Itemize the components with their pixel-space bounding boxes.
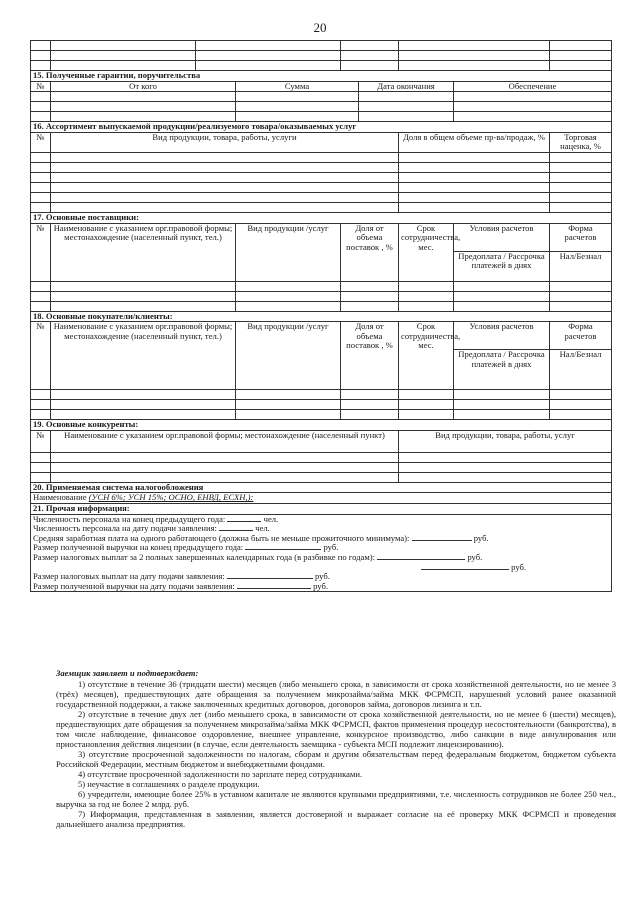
s18-row[interactable] — [31, 410, 612, 420]
tax-year1-blank[interactable] — [377, 559, 465, 560]
tax-system-options: (УСН 6%; УСН 15%; ОСНО, ЕНВД, ЕСХН,): — [88, 492, 254, 503]
section-20-title: 20. Применяемая система налогообложения — [31, 482, 612, 493]
s17-header-form: Форма расчетов — [550, 223, 612, 251]
declaration-item-1: 1) отсутствие в течение 36 (тридцати шести) месяцев (либо меньшего срока, в зависимости от срока хозяйственной деятельности, но не менее 3 (трёх) месяцев), предшествующих дате обращения за получением микрозайма/займа МКК ФСРМСП, нарушений условий ранее оказанной государственной поддержки, а также заключенных кредитных договоров, договоров займа, договоров лизинга и т.п. — [56, 679, 616, 709]
s19-row[interactable] — [31, 472, 612, 482]
s18-header-share: Доля от объема поставок , % — [341, 322, 399, 390]
tax-app-date-label: Размер налоговых выплат на дату подачи заявления: — [33, 571, 225, 582]
s17-header-name: Наименование с указанием орг.правовой формы; местонахождение (населенный пункт, тел.) — [51, 223, 236, 281]
s16-header-num: № — [31, 132, 51, 152]
s19-row[interactable] — [31, 462, 612, 472]
staff-app-date-blank[interactable] — [219, 530, 253, 531]
s17-header-share: Доля от объема поставок , % — [341, 223, 399, 281]
s19-header-name: Наименование с указанием орг.правовой формы; местонахождение (населенный пункт) — [51, 430, 399, 452]
s17-subheader-prepay: Предоплата / Рассрочка платежей в днях — [454, 251, 550, 281]
s18-header-kind: Вид продукции /услуг — [236, 322, 341, 390]
tax-two-years-label: Размер налоговых выплат за 2 полных завершенных календарных года (в разбивке по годам): — [33, 551, 376, 562]
s17-header-kind: Вид продукции /услуг — [236, 223, 341, 281]
s17-row[interactable] — [31, 301, 612, 311]
revenue-app-date-blank[interactable] — [237, 588, 311, 589]
s16-header-product: Вид продукции, товара, работы, услуги — [51, 132, 399, 152]
declaration-item-7: 7) Информация, представленная в заявлении, является достоверной и выражает согласие на её проверку МКК ФСРМСП и проведения дальнейшего анализа предприятия. — [56, 809, 616, 829]
s16-row[interactable] — [31, 172, 612, 182]
s15-header-end-date: Дата окончания — [359, 81, 454, 92]
declaration-item-6: 6) учредители, имеющие более 25% в уставном капитале не являются крупными предприятиями, т.е. численность сотрудников не более 250 чел., выручка за год не более 2 млрд. руб. — [56, 789, 616, 809]
s16-row[interactable] — [31, 192, 612, 202]
s15-row[interactable] — [31, 112, 612, 122]
tax-app-date-unit: руб. — [314, 571, 330, 582]
salary-label: Средняя заработная плата на одного работающего (должна быть не меньше прожиточного минимума): — [33, 532, 410, 543]
salary-unit: руб. — [473, 532, 489, 543]
staff-end-year-blank[interactable] — [227, 521, 261, 522]
prev-table-row — [31, 41, 612, 51]
s17-header-conditions: Условия расчетов — [454, 223, 550, 251]
staff-app-date-unit: чел. — [255, 523, 270, 534]
s19-row[interactable] — [31, 452, 612, 462]
s16-header-markup: Торговая наценка, % — [550, 132, 612, 152]
revenue-app-date-label: Размер полученной выручки на дату подачи заявления: — [33, 580, 235, 591]
revenue-app-date-unit: руб. — [313, 580, 328, 591]
section-16-title: 16. Ассортимент выпускаемой продукции/реализуемого товара/оказываемых услуг — [31, 122, 612, 133]
s17-row[interactable] — [31, 291, 612, 301]
tax-system-field[interactable] — [31, 493, 612, 504]
staff-end-year-unit: чел. — [263, 513, 279, 524]
s17-subheader-cash: Нал/Безнал — [550, 251, 612, 281]
application-form-table — [30, 40, 612, 592]
s16-row[interactable] — [31, 152, 612, 162]
tax-two-years-field[interactable] — [31, 553, 612, 572]
tax-year2-blank[interactable] — [421, 569, 509, 570]
s15-header-security: Обеспечение — [454, 81, 612, 92]
s17-header-term: Срок сотрудничества, мес. — [399, 223, 454, 281]
section-18-title: 18. Основные покупатели/клиенты: — [31, 311, 612, 322]
tax-system-label: Наименование — [33, 492, 89, 503]
section-21-title: 21. Прочая информация: — [31, 503, 612, 514]
declaration-item-2: 2) отсутствие в течение двух лет (либо меньшего срока, в зависимости от срока хозяйственной деятельности, но не менее 6 (шести) месяцев), предшествующих дате обращения за получением микрозайма/займа МКК ФСРМСП, фактов применения процедур несостоятельности (банкротства), в том числе наблюдение, финансовое оздоровление, внешнее управление, конкурсное производство, либо санкции в виде аннулирования или приостановления действия лицензии (в случае, если деятельность заемщика - субъекта МСП подлежит лицензированию). — [56, 709, 616, 749]
s19-header-num: № — [31, 430, 51, 452]
s18-header-num: № — [31, 322, 51, 390]
tax-year1-unit: руб. — [467, 551, 483, 562]
s18-header-term: Срок сотрудничества, мес. — [399, 322, 454, 390]
prev-table-row — [31, 51, 612, 61]
revenue-end-year-label: Размер полученной выручки на конец предыдущего года: — [33, 542, 244, 553]
s18-subheader-prepay: Предоплата / Рассрочка платежей в днях — [454, 350, 550, 390]
tax-year2-unit: руб. — [511, 561, 527, 572]
s15-header-from: От кого — [51, 81, 236, 92]
prev-table-row — [31, 61, 612, 71]
tax-app-date-blank[interactable] — [227, 578, 313, 579]
staff-end-year-label: Численность персонала на конец предыдущего года: — [33, 513, 226, 524]
s16-row[interactable] — [31, 182, 612, 192]
s16-header-share: Доля в общем объеме пр-ва/продаж, % — [399, 132, 550, 152]
s15-row[interactable] — [31, 92, 612, 102]
s18-row[interactable] — [31, 400, 612, 410]
borrower-declaration — [56, 668, 616, 829]
s18-row[interactable] — [31, 390, 612, 400]
s19-header-product: Вид продукции, товара, работы, услуг — [399, 430, 612, 452]
revenue-end-year-unit: руб. — [323, 542, 339, 553]
salary-blank[interactable] — [412, 540, 472, 541]
s15-header-num: № — [31, 81, 51, 92]
s15-row[interactable] — [31, 102, 612, 112]
page-number: 20 — [313, 20, 327, 35]
s18-header-conditions: Условия расчетов — [454, 322, 550, 350]
revenue-app-date-field[interactable] — [31, 582, 612, 592]
s16-row[interactable] — [31, 162, 612, 172]
staff-app-date-label: Численность персонала на дату подачи заявления: — [33, 523, 217, 534]
section-19-title: 19. Основные конкуренты: — [31, 420, 612, 431]
s16-row[interactable] — [31, 202, 612, 212]
revenue-end-year-blank[interactable] — [245, 549, 321, 550]
s18-header-form: Форма расчетов — [550, 322, 612, 350]
declaration-title: Заемщик заявляет и подтверждает: — [56, 668, 199, 678]
section-15-title: 15. Полученные гарантии, поручительства — [31, 71, 612, 82]
declaration-item-3: 3) отсутствие просроченной задолженности по налогам, сборам и другим обязательствам перед федеральным бюджетом, бюджетом субъекта Российской Федерации, местным бюджетом и внебюджетными фондами. — [56, 749, 616, 769]
s17-row[interactable] — [31, 281, 612, 291]
section-17-title: 17. Основные поставщики: — [31, 212, 612, 223]
declaration-item-4: 4) отсутствие просроченной задолженности по зарплате перед сотрудниками. — [78, 769, 363, 779]
s18-header-name: Наименование с указанием орг.правовой формы; местонахождение (населенный пункт, тел.) — [51, 322, 236, 390]
declaration-item-5: 5) неучастие в соглашениях о разделе продукции. — [78, 779, 260, 789]
s15-header-sum: Сумма — [236, 81, 359, 92]
s17-header-num: № — [31, 223, 51, 281]
s18-subheader-cash: Нал/Безнал — [550, 350, 612, 390]
